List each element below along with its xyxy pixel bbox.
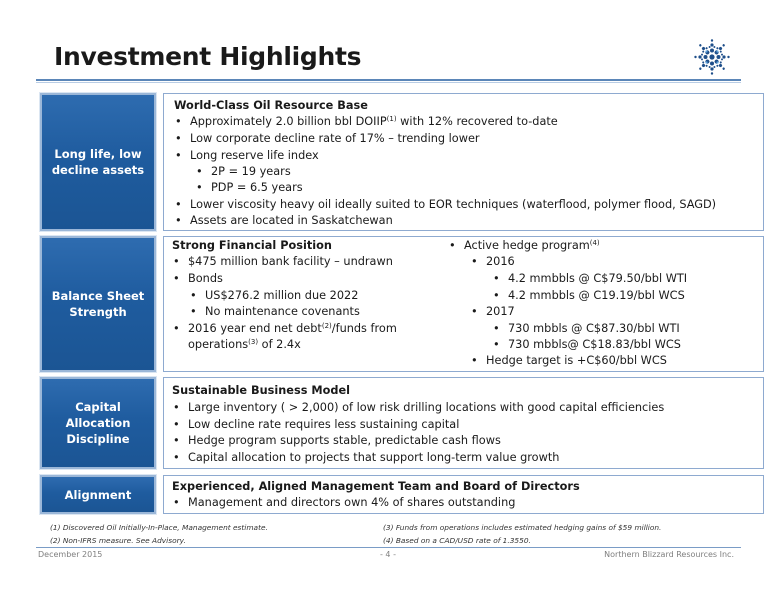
footnote: (4) Based on a CAD/USD rate of 1.3550.	[383, 536, 531, 545]
footnote: (3) Funds from operations includes estimated hedging gains of $59 million.	[383, 523, 662, 532]
section-label-text: Capital Allocation Discipline	[65, 400, 131, 446]
footer-company: Northern Blizzard Resources Inc.	[604, 550, 734, 559]
list-item: • $475 million bank facility – undrawn	[188, 254, 393, 270]
section-heading: Sustainable Business Model	[172, 384, 350, 397]
section-label-long-life	[40, 93, 156, 231]
list-item: • Long reserve life index	[190, 148, 319, 164]
list-item: • 2P = 19 years	[211, 164, 291, 180]
list-item: • Hedge program supports stable, predictable cash flows	[188, 433, 501, 449]
list-item: • Assets are located in Saskatchewan	[190, 213, 393, 229]
list-item: • 2016 year end net debt$^{(2)}$/funds from	[188, 321, 397, 337]
list-item: • Hedge target is +C$60/bbl WCS	[486, 353, 667, 369]
section-content-business-model	[163, 377, 764, 469]
section-content-resource-base	[163, 93, 764, 231]
section-label-text: Balance Sheet Strength	[51, 289, 145, 319]
list-item: • 2016	[486, 254, 515, 270]
list-item: • Lower viscosity heavy oil ideally suited to EOR techniques (waterflood, polymer flood, SAGD)	[190, 197, 716, 213]
page-title: Investment Highlights	[54, 42, 362, 71]
footnote: (1) Discovered Oil Initially-In-Place, Management estimate.	[50, 523, 268, 532]
list-item: • 730 mbbls @ C$87.30/bbl WTI	[508, 321, 680, 337]
section-label-capital-allocation	[40, 377, 156, 469]
list-item: • 730 mbbls@ C$18.83/bbl WCS	[508, 337, 681, 353]
section-heading: Strong Financial Position	[172, 239, 332, 252]
list-item-continuation: operations$^{(3)}$ of 2.4x	[188, 338, 301, 351]
section-content-management	[163, 475, 764, 514]
list-item: • PDP = 6.5 years	[211, 180, 303, 196]
section-heading: World-Class Oil Resource Base	[174, 99, 368, 112]
title-divider-light	[36, 82, 741, 83]
list-item: • 4.2 mmbbls @ C19.19/bbl WCS	[508, 288, 685, 304]
list-item: • Management and directors own 4% of shares outstanding	[188, 495, 515, 511]
section-heading: Experienced, Aligned Management Team and Board of Directors	[172, 480, 580, 493]
section-label-text: Alignment	[64, 487, 132, 502]
footer-page-number: - 4 -	[380, 550, 396, 559]
list-item: • Large inventory ( > 2,000) of low risk drilling locations with good capital efficiencies	[188, 400, 664, 416]
list-item: • Low corporate decline rate of 17% – trending lower	[190, 131, 480, 147]
list-item: • 4.2 mmbbls @ C$79.50/bbl WTI	[508, 271, 687, 287]
footer-date: December 2015	[38, 550, 103, 559]
list-item: • Bonds	[188, 271, 223, 287]
list-item: • US$276.2 million due 2022	[205, 288, 358, 304]
list-item: • Approximately 2.0 billion bbl DOIIP$^{(1)}$ with 12% recovered to-date	[190, 114, 558, 130]
section-label-text: Long life, low decline assets	[51, 147, 145, 177]
list-item: • Active hedge program$^{(4)}$	[464, 238, 600, 254]
title-divider	[36, 79, 741, 81]
section-label-balance-sheet	[40, 236, 156, 372]
list-item: • Capital allocation to projects that support long-term value growth	[188, 450, 559, 466]
section-label-alignment	[40, 475, 156, 514]
snowflake-logo-icon	[693, 38, 731, 76]
footer-divider	[36, 547, 741, 548]
footnote: (2) Non-IFRS measure. See Advisory.	[50, 536, 186, 545]
list-item: • Low decline rate requires less sustaining capital	[188, 417, 459, 433]
list-item: • 2017	[486, 304, 515, 320]
list-item: • No maintenance covenants	[205, 304, 360, 320]
section-content-financial-position	[163, 236, 764, 372]
